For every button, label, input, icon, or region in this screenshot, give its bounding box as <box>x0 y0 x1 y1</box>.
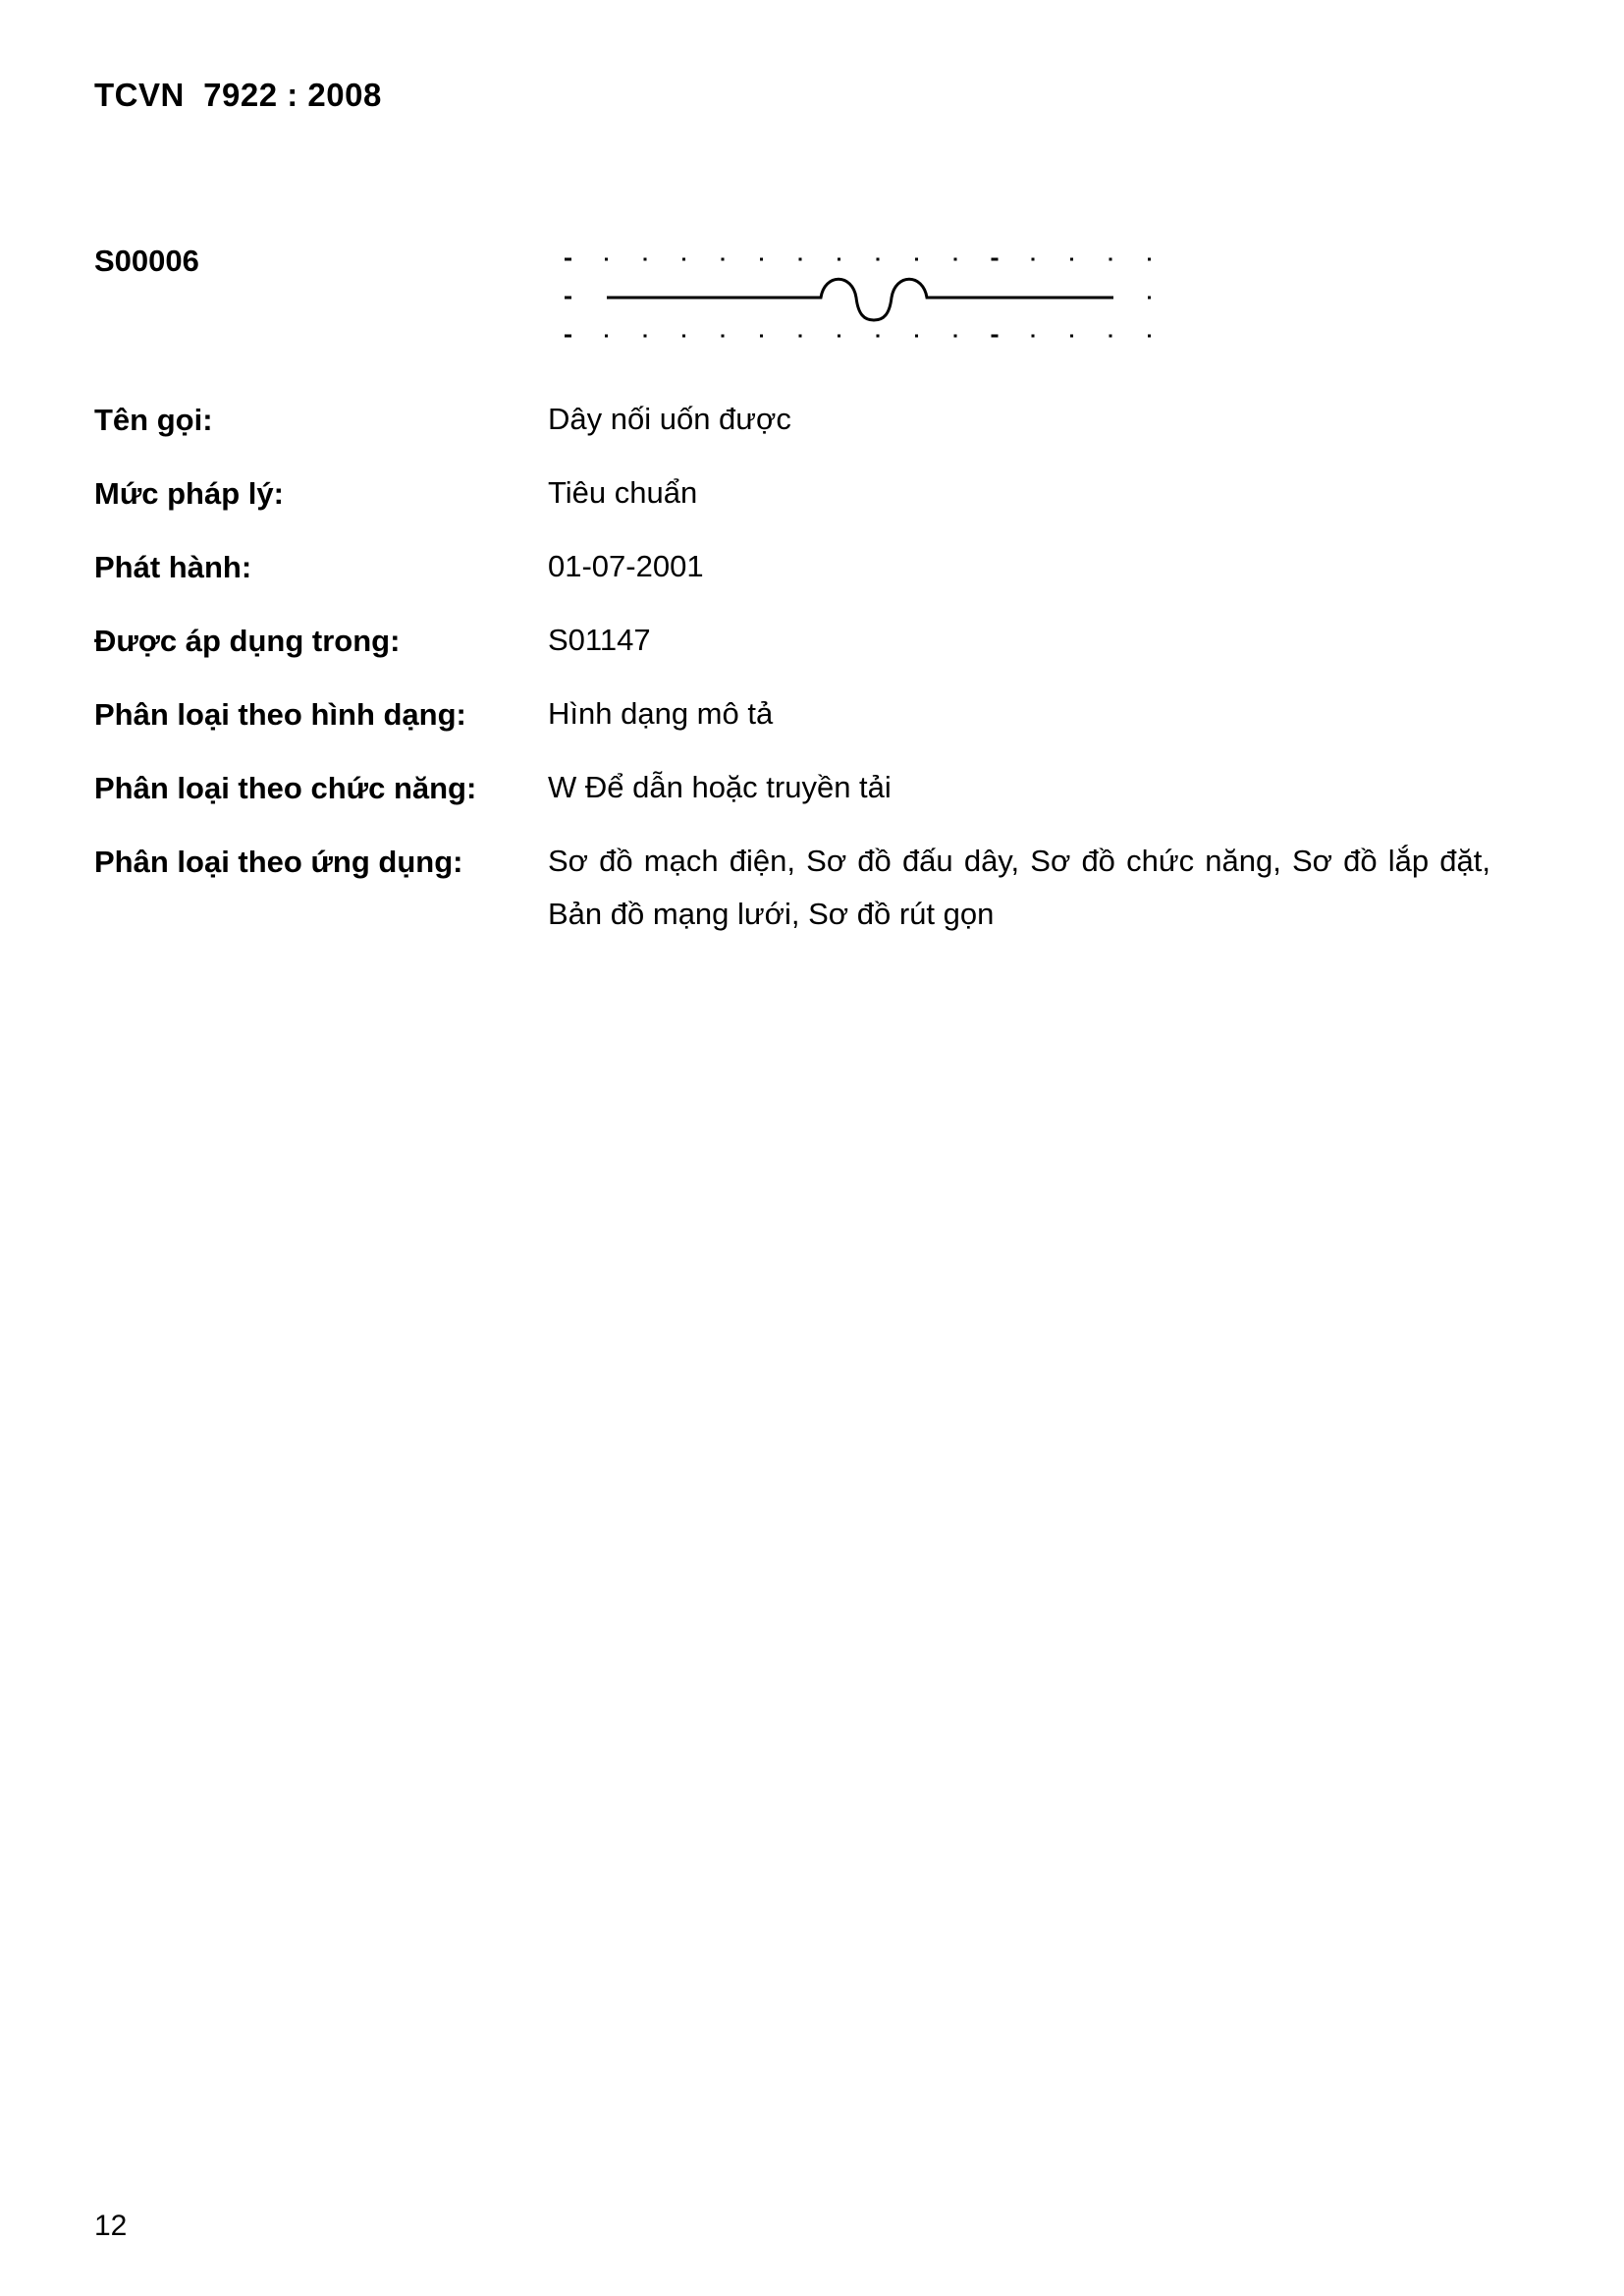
grid-dot <box>915 258 918 261</box>
grid-dot <box>760 258 763 261</box>
grid-dot <box>992 335 999 338</box>
property-label: Mức pháp lý: <box>94 476 284 511</box>
grid-dot <box>1110 335 1112 338</box>
page-number: 12 <box>94 2210 128 2242</box>
symbol-properties <box>94 396 1528 964</box>
grid-dot <box>605 258 608 261</box>
property-row-applied-in <box>94 617 1528 667</box>
grid-dot <box>1148 297 1151 300</box>
property-label: Được áp dụng trong: <box>94 624 401 658</box>
property-label: Phân loại theo chức năng: <box>94 771 477 805</box>
property-row-legal-level <box>94 469 1528 519</box>
grid-dot <box>992 258 999 261</box>
grid-dot <box>954 258 957 261</box>
property-row-shape-class <box>94 690 1528 740</box>
symbol-figure <box>558 244 1166 352</box>
property-value: Dây nối uốn được <box>548 402 791 436</box>
grid-dot <box>1148 335 1151 338</box>
property-value: 01-07-2001 <box>548 549 704 583</box>
grid-dot <box>838 335 840 338</box>
grid-dot <box>1032 335 1035 338</box>
grid-dot <box>565 258 571 261</box>
grid-dot <box>1032 258 1035 261</box>
grid-dot <box>565 297 571 300</box>
grid-dot <box>565 335 571 338</box>
grid-dot <box>722 258 725 261</box>
grid-dot <box>1070 335 1073 338</box>
document-standard-code: TCVN 7922 : 2008 <box>94 77 382 113</box>
property-value: Tiêu chuẩn <box>548 475 698 510</box>
grid-dot <box>877 335 880 338</box>
property-value: S01147 <box>548 623 651 657</box>
flexible-connection-symbol-icon <box>558 244 1166 352</box>
grid-dot <box>799 335 802 338</box>
property-label: Phân loại theo hình dạng: <box>94 697 466 732</box>
grid-dot <box>1070 258 1073 261</box>
grid-dot <box>877 258 880 261</box>
grid-dot <box>915 335 918 338</box>
symbol-code: S00006 <box>94 244 199 278</box>
property-value: Sơ đồ mạch điện, Sơ đồ đấu dây, Sơ đồ chức năng, Sơ đồ lắp đặt, Bản đồ mạng lưới, Sơ đồ rút gọn <box>548 844 1490 931</box>
property-value: W Để dẫn hoặc truyền tải <box>548 770 892 804</box>
grid-dot <box>1148 258 1151 261</box>
grid-dot <box>799 258 802 261</box>
grid-dot <box>682 258 685 261</box>
property-label: Phát hành: <box>94 550 252 584</box>
property-row-release <box>94 543 1528 593</box>
grid-dot <box>644 258 647 261</box>
property-value: Hình dạng mô tả <box>548 696 774 731</box>
grid-dot <box>760 335 763 338</box>
grid-dot <box>605 335 608 338</box>
property-row-name <box>94 396 1528 446</box>
property-label: Tên gọi: <box>94 403 213 437</box>
grid-dot <box>682 335 685 338</box>
grid-dot <box>722 335 725 338</box>
conductor-line <box>607 279 1113 320</box>
grid-dot <box>954 335 957 338</box>
property-row-application-class <box>94 838 1528 941</box>
property-row-function-class <box>94 764 1528 814</box>
grid-dot <box>1110 258 1112 261</box>
grid-dot <box>644 335 647 338</box>
property-label: Phân loại theo ứng dụng: <box>94 845 463 879</box>
grid-dot <box>838 258 840 261</box>
